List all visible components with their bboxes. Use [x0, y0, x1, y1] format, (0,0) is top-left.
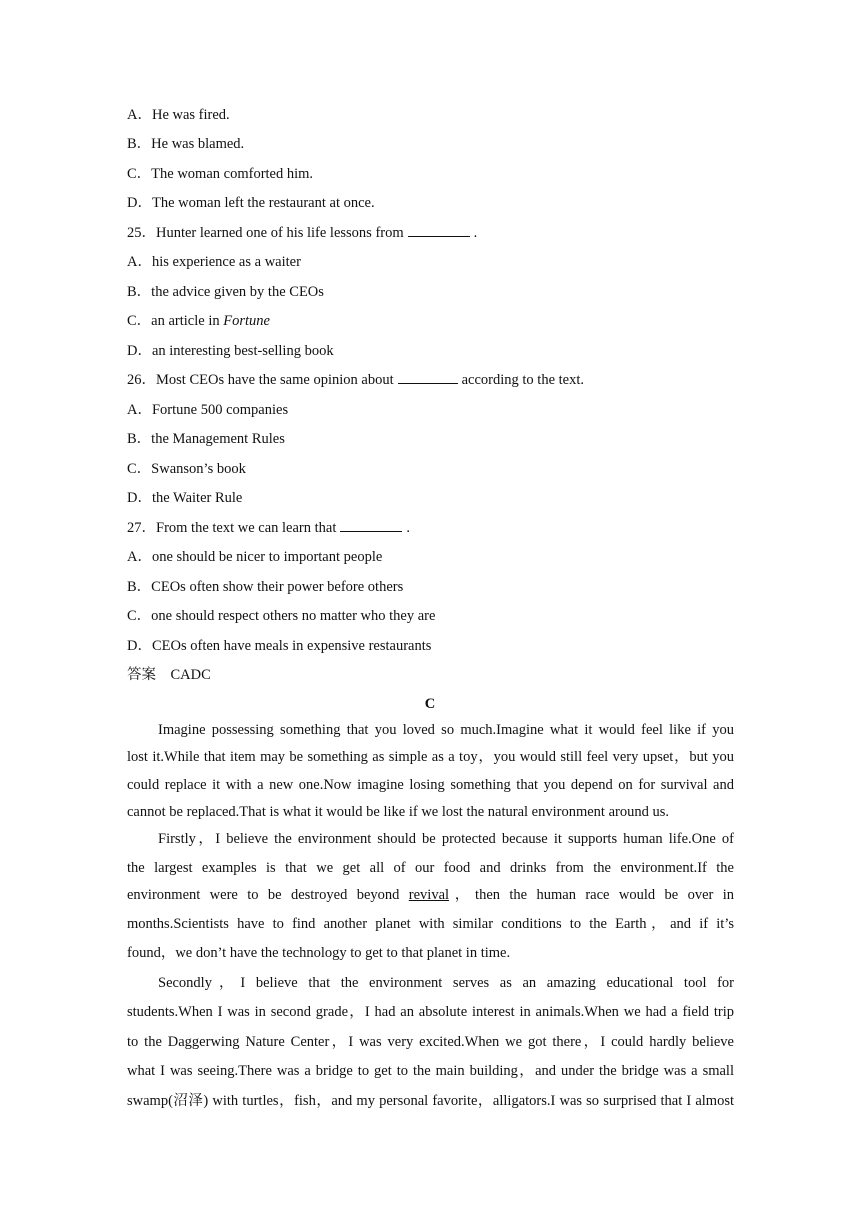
- q25-stem: [127, 224, 477, 242]
- q27-stem-text: 27．From the text we can learn that: [127, 520, 337, 536]
- q26-option-c: C．Swanson’s book: [127, 461, 246, 477]
- q26-stem-text: 26．Most CEOs have the same opinion about: [127, 372, 394, 388]
- q27-option-d: D．CEOs often have meals in expensive restaurants: [127, 638, 432, 654]
- passage-line: the largest examples is that we get all of our food and drinks from the environment.If the: [127, 860, 734, 876]
- q25-option-c-text: C．an article in: [127, 313, 220, 329]
- answer-blank: [340, 519, 402, 532]
- answer-key: 答案 CADC: [127, 667, 211, 683]
- q25-stem-end: .: [473, 225, 478, 241]
- q25-option-c-italic: Fortune: [223, 313, 270, 329]
- passage-line: what I was seeing.There was a bridge to get to the main building，and under the bridge was a small: [127, 1063, 734, 1079]
- q26-option-b: B．the Management Rules: [127, 431, 285, 447]
- underlined-word: revival: [408, 887, 450, 903]
- passage-line: Firstly，I believe the environment should be protected because it supports human life.One of: [158, 831, 734, 847]
- section-heading: C: [424, 696, 436, 712]
- answer-blank: [408, 224, 470, 237]
- q26-stem-end: according to the text.: [461, 372, 585, 388]
- passage-line: found，we don’t have the technology to get to that planet in time.: [127, 945, 511, 961]
- q27-option-b: B．CEOs often show their power before others: [127, 579, 404, 595]
- q24-option-a: A．He was fired.: [127, 107, 230, 123]
- q24-option-b: B．He was blamed.: [127, 136, 245, 152]
- passage-line: students.When I was in second grade，I had an absolute interest in animals.When we had a field trip: [127, 1004, 734, 1020]
- q25-stem-text: 25．Hunter learned one of his life lessons from: [127, 225, 404, 241]
- q24-option-c: C．The woman comforted him.: [127, 166, 314, 182]
- q26-option-a: A．Fortune 500 companies: [127, 402, 289, 418]
- passage-text: ，then the human race would be over in: [449, 887, 734, 903]
- passage-line: swamp(沼泽) with turtles，fish，and my personal favorite，alligators.I was so surprised that I almost: [127, 1093, 734, 1109]
- q27-option-c: C．one should respect others no matter who they are: [127, 608, 436, 624]
- passage-line: lost it.While that item may be something as simple as a toy，you would still feel very upset，but you: [127, 749, 734, 765]
- passage-line: months.Scientists have to find another planet with similar conditions to the Earth，and if it’s: [127, 916, 734, 932]
- q27-stem: [127, 519, 410, 537]
- passage-text: environment were to be destroyed beyond: [127, 887, 400, 903]
- q25-option-c: [127, 312, 270, 330]
- q26-option-d: D．the Waiter Rule: [127, 490, 243, 506]
- q27-option-a: A．one should be nicer to important people: [127, 549, 383, 565]
- q25-option-b: B．the advice given by the CEOs: [127, 284, 324, 300]
- q24-option-d: D．The woman left the restaurant at once.: [127, 195, 375, 211]
- passage-line: could replace it with a new one.Now imagine losing something that you depend on for survival and: [127, 777, 734, 793]
- passage-line: Secondly，I believe that the environment serves as an amazing educational tool for: [158, 975, 734, 991]
- answer-blank: [398, 371, 458, 384]
- q25-option-a: A．his experience as a waiter: [127, 254, 301, 270]
- q26-stem: [127, 371, 584, 389]
- passage-line: [127, 886, 734, 904]
- passage-line: Imagine possessing something that you loved so much.Imagine what it would feel like if you: [158, 722, 734, 738]
- passage-line: to the Daggerwing Nature Center，I was very excited.When we got there，I could hardly believe: [127, 1034, 734, 1050]
- passage-line: cannot be replaced.That is what it would be like if we lost the natural environment around us.: [127, 804, 669, 820]
- q25-option-d: D．an interesting best-selling book: [127, 343, 334, 359]
- q27-stem-end: .: [406, 520, 411, 536]
